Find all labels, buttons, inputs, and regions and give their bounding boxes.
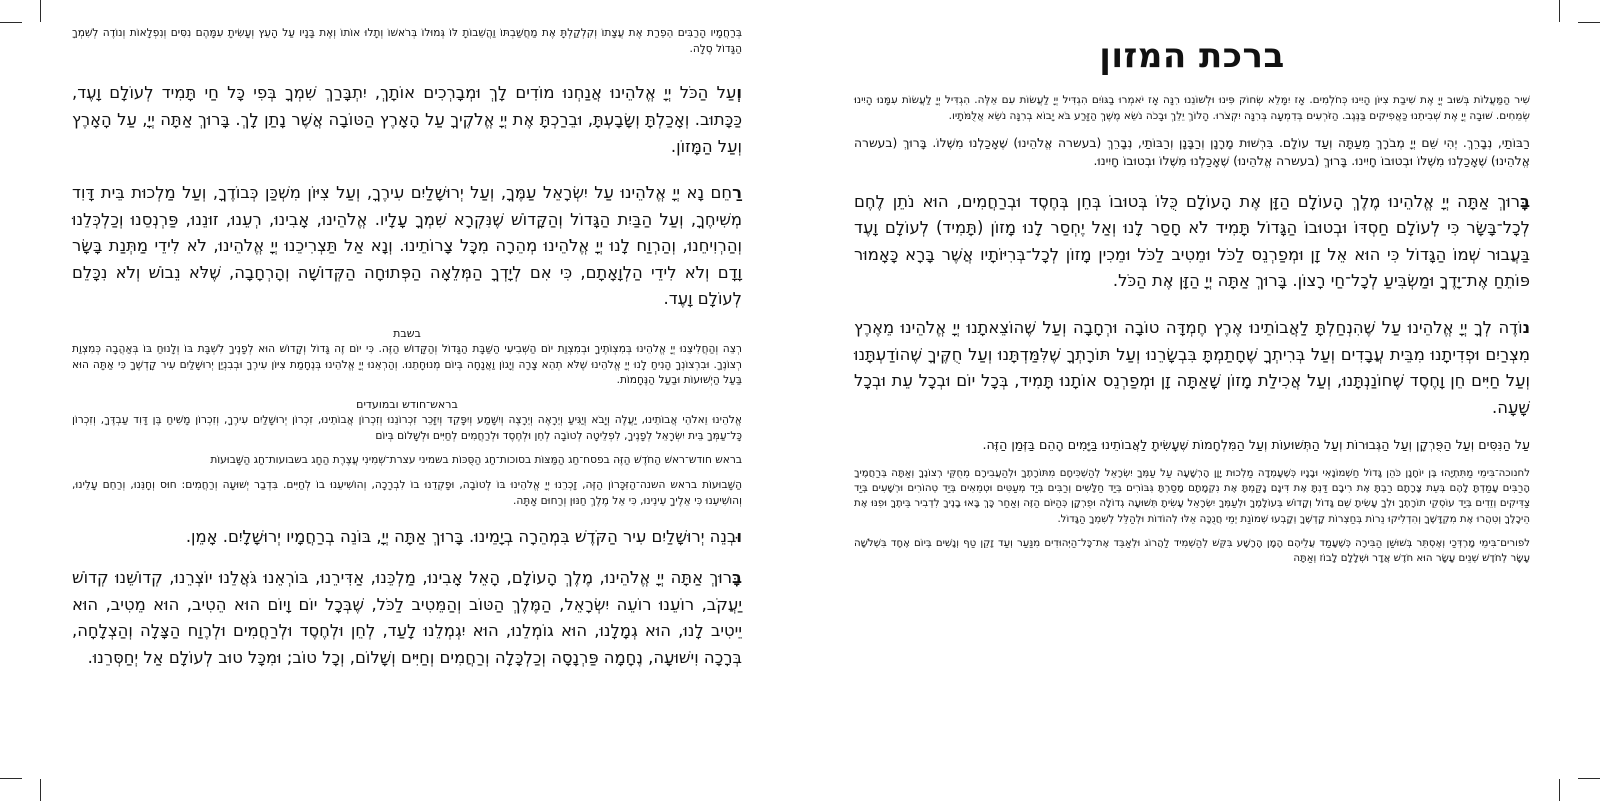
paragraph-al-hanisim: עַל הַנִּסִּים וְעַל הַפֻּרְקָן וְעַל הַגְּבוּרוֹת וְעַל הַתְּשׁוּעוֹת וְעַל הַמִּלְחָמוֹת שֶׁעָשִׂיתָ לַאֲבוֹתֵינוּ בַּיָּמִים הָהֵם בַּזְּמַן הַזֶּה. [982, 437, 1530, 453]
paragraph-veal-hakol: וְעַל הַכֹּל יְיָ אֱלֹהֵינוּ אֲנַחְנוּ מוֹדִים לָךְ וּמְבָרְכִים אוֹתָךְ, יִתְבָּרַךְ שִׁמְךָ בְּפִי כָּל חַי תָּמִיד לְעוֹלָם וָעֶד, כַּכָּתוּב. וְאָכַלְתָּ וְשָׂבָעְתָּ, וּבֵרַכְתָּ אֶת יְיָ אֱלֹקֶיךָ עַל הָאָרֶץ הַטּוֹבָה אֲשֶׁר נָתַן לָךְ. בָּרוּךְ אַתָּה יְיָ, עַל הָאָרֶץ וְעַל הַמָּזוֹן. [72, 83, 742, 156]
paragraph-chanukah: לחנוכה־בִּימֵי מַתִּתְיָהוּ בֶּן יוֹחָנָן כֹּהֵן גָּדוֹל חַשְׁמוֹנָאִי וּבָנָיו כְּשֶׁעָמְדָה מַלְכוּת יָוָן הָרְשָׁעָה עַל עַמְּךָ יִשְׂרָאֵל לְהַשְׁכִּיחָם מִתּוֹרָתֶךָ וּלְהַעֲבִירָם מֵחֻקֵּי רְצוֹנֶךָ וְאַתָּה בְּרַחֲמֶיךָ הָרַבִּים עָמַדְתָּ לָהֶם בְּעֵת צָרָתָם רַבְתָּ אֶת רִיבָם דַּנְתָּ אֶת דִּינָם נָקַמְתָּ אֶת נִקְמָתָם מָסַרְתָּ גִּבּוֹרִים בְּיַד חַלָּשִׁים וְרַבִּים בְּיַד מְעַטִּים וּטְמֵאִים בְּיַד טְהוֹרִים וּרְשָׁעִים בְּיַד צַדִּיקִים וְזֵדִים בְּיַד עוֹסְקֵי תוֹרָתֶךָ וּלְךָ עָשִׂיתָ שֵׁם גָּדוֹל וְקָדוֹשׁ בְּעוֹלָמֶךָ וּלְעַמְּךָ יִשְׂרָאֵל עָשִׂיתָ תְּשׁוּעָה גְדוֹלָה וּפֻרְקָן כְּהַיּוֹם הַזֶּה וְאַחַר כָּךְ בָּאוּ בָנֶיךָ לִדְבִיר בֵּיתֶךָ וּפִנּוּ אֶת הֵיכָלֶךָ וְטִהֲרוּ אֶת מִקְדָּשֶׁךָ וְהִדְלִיקוּ נֵרוֹת בְּחַצְרוֹת קָדְשֶׁךָ וְקָבְעוּ שְׁמוֹנַת יְמֵי חֲנֻכָּה אֵלּוּ לְהוֹדוֹת וּלְהַלֵּל לְשִׁמְךָ הַגָּדוֹל. [854, 467, 1530, 525]
rubric-rosh-chodesh: בראש־חודש ובמועדים [356, 397, 458, 411]
paragraph-uvneh-yerushalayim: וּבְנֵה יְרוּשָׁלַיִם עִיר הַקֹּדֶשׁ בִּמְהֵרָה בְיָמֵינוּ. בָּרוּךְ אַתָּה יְיָ, בּוֹנֵה בְרַחֲמָיו יְרוּשָׁלָיִם. אָמֵן. [185, 527, 742, 547]
paragraph-retzeh: רְצֵה וְהַחֲלִיצֵנוּ יְיָ אֱלֹהֵינוּ בְּמִצְוֹתֶיךָ וּבְמִצְוַת יוֹם הַשְּׁבִיעִי הַשַּׁבָּת הַגָּדוֹל וְהַקָּדוֹשׁ הַזֶּה. כִּי יוֹם זֶה גָּדוֹל וְקָדוֹשׁ הוּא לְפָנֶיךָ לִשְׁבָּת בּוֹ וְלָנוּחַ בּוֹ בְּאַהֲבָה כְּמִצְוַת רְצוֹנֶךָ. וּבִרְצוֹנְךָ הָנִיחַ לָנוּ יְיָ אֱלֹהֵינוּ שֶׁלֹּא תְהֵא צָרָה וְיָגוֹן וַאֲנָחָה בְּיוֹם מְנוּחָתֵנוּ. וְהַרְאֵנוּ יְיָ אֱלֹהֵינוּ בְּנֶחָמַת צִיּוֹן עִירֶךָ וּבְבִנְיַן יְרוּשָׁלַיִם עִיר קָדְשֶׁךָ כִּי אַתָּה הוּא בַּעַל הַיְשׁוּעוֹת וּבַעַל הַנֶּחָמוֹת. [72, 342, 742, 387]
paragraph-birkat-hazan: בָּרוּךְ אַתָּה יְיָ אֱלֹהֵינוּ מֶלֶךְ הָעוֹלָם הַזָּן אֶת הָעוֹלָם כֻּלּוֹ בְּטוּבוֹ בְּחֵן בְּחֶסֶד וּבְרַחֲמִים, הוּא נֹתֵן לֶחֶם לְכָל־בָּשָׂר כִּי לְעוֹלָם חַסְדּוֹ וּבְטוּבוֹ הַגָּדוֹל תָּמִיד לֹא חָסַר לָנוּ וְאַל יֶחְסַר לָנוּ מָזוֹן (תָּמִיד) לְעוֹלָם וָעֶד בַּעֲבוּר שְׁמוֹ הַגָּדוֹל כִּי הוּא אֵל זָן וּמְפַרְנֵס לַכֹּל וּמֵטִיב לַכֹּל וּמֵכִין מָזוֹן לְכָל־בְּרִיּוֹתָיו אֲשֶׁר בָּרָא כָּאָמוּר פּוֹתֵחַ אֶת־יָדֶךָ וּמַשְׂבִּיעַ לְכָל־חַי רָצוֹן. בָּרוּךְ אַתָּה יְיָ הַזָּן אֶת הַכֹּל. [854, 191, 1530, 291]
paragraph-occasions-list: בראש חודש־ראשׁ הַחֹדֶשׁ הַזֶּה בפסח־חַג הַמַּצּוֹת בסוכות־חַג הַסֻּכּוֹת בשמיני עצרת־שְׁמִינִי עֲצֶרֶת הַחָג בשבועות־חַג הַשָּׁבוּעוֹת [210, 454, 742, 467]
paragraph-hatov-vehametiv: בָּרוּךְ אַתָּה יְיָ אֱלֹהֵינוּ, מֶלֶךְ הָעוֹלָם, הָאֵל אָבִינוּ, מַלְכֵּנוּ, אַדִּירֵנוּ, בּוֹרְאֵנוּ גֹּאֲלֵנוּ יוֹצְרֵנוּ, קְדוֹשֵׁנוּ קְדוֹשׁ יַעֲקֹב, רוֹעֵנוּ רוֹעֵה יִשְׂרָאֵל, הַמֶּלֶךְ הַטּוֹב וְהַמֵּטִיב לַכֹּל, שֶׁבְּכָל יוֹם וָיוֹם הוּא הֵטִיב, הוּא מֵטִיב, הוּא יֵיטִיב לָנוּ, הוּא גְמָלָנוּ, הוּא גוֹמְלֵנוּ, הוּא יִגְמְלֵנוּ לָעַד, לְחֵן וּלְחֶסֶד וּלְרַחֲמִים וּלְרֶוַח הַצָּלָה וְהַצְלָחָה, בְּרָכָה וִישׁוּעָה, נֶחָמָה פַּרְנָסָה וְכַלְכָּלָה וְרַחֲמִים וְחַיִּים וְשָׁלוֹם, וְכָל טוֹב; וּמִכָּל טוּב לְעוֹלָם אַל יְחַסְּרֵנוּ. [72, 567, 742, 667]
paragraph-rachem: רַחֵם נָא יְיָ אֱלֹהֵינוּ עַל יִשְׂרָאֵל עַמֶּךָ, וְעַל יְרוּשָׁלַיִם עִירֶךָ, וְעַל צִיּוֹן מִשְׁכַּן כְּבוֹדֶךָ, וְעַל מַלְכוּת בֵּית דָּוִד מְשִׁיחֶךָ, וְעַל הַבַּיִת הַגָּדוֹל וְהַקָּדוֹשׁ שֶׁנִּקְרָא שִׁמְךָ עָלָיו. אֱלֹהֵינוּ, אָבִינוּ, רְעֵנוּ, זוּנֵנוּ, פַּרְנְסֵנוּ וְכַלְכְּלֵנוּ וְהַרְוִיחֵנוּ, וְהַרְוַח לָנוּ יְיָ אֱלֹהֵינוּ מְהֵרָה מִכָּל צָרוֹתֵינוּ. וְנָא אַל תַּצְרִיכֵנוּ יְיָ אֱלֹהֵינוּ, לֹא לִידֵי מַתְּנַת בָּשָׂר וָדָם וְלֹא לִידֵי הַלְוָאָתָם, כִּי אִם לְיָדְךָ הַמְּלֵאָה הַפְּתוּחָה הַקְּדוֹשָׁה וְהָרְחָבָה, שֶׁלֹּא נֵבוֹשׁ וְלֹא נִכָּלֵם לְעוֹלָם וָעֶד. [72, 183, 742, 309]
spacer [72, 66, 742, 80]
page-title: ברכת המזון [1099, 36, 1285, 76]
paragraph-shir-hamaalot: שִׁיר הַמַּעֲלוֹת בְּשׁוּב יְיָ אֶת שִׁיבַת צִיּוֹן הָיִינוּ כְּחֹלְמִים. אָז יִמָּלֵא שְׂחוֹק פִּינוּ וּלְשׁוֹנֵנוּ רִנָּה אָז יֹאמְרוּ בַגּוֹיִם הִגְדִּיל יְיָ לַעֲשׂוֹת עִם אֵלֶּה. הִגְדִּיל יְיָ לַעֲשׂוֹת עִמָּנוּ הָיִינוּ שְׂמֵחִים. שׁוּבָה יְיָ אֶת שְׁבִיתֵנוּ כַּאֲפִיקִים בַּנֶּגֶב. הַזֹּרְעִים בְּדִמְעָה בְּרִנָּה יִקְצֹרוּ. הָלוֹךְ יֵלֵךְ וּבָכֹה נֹשֵׂא מֶשֶׁךְ הַזָּרַע בֹּא יָבוֹא בְרִנָּה נֹשֵׂא אֲלֻמֹּתָיו. [854, 94, 1530, 122]
paragraph-yaaleh-continued: הַשָּׁבוּעוֹת בראש השנה־הַזִּכָּרוֹן הַזֶּה, זָכְרֵנוּ יְיָ אֱלֹהֵינוּ בּוֹ לְטוֹבָה, וּפָקְדֵנוּ בוֹ לִבְרָכָה, וְהוֹשִׁיעֵנוּ בוֹ לְחַיִּים. בִּדְבַר יְשׁוּעָה וְרַחֲמִים: חוּס וְחָנֵּנוּ, וְרַחֵם עָלֵינוּ, וְהוֹשִׁיעֵנוּ כִּי אֵלֶיךָ עֵינֵינוּ, כִּי אֵל מֶלֶךְ חַנּוּן וְרַחוּם אָתָּה. [72, 479, 742, 507]
paragraph-purim-continued: בְּרַחֲמָיו הָרַבִּים הֵפֵרַת אֶת עֲצָתוֹ וְקִלְקַלְתָּ אֶת מַחֲשַׁבְתּוֹ וַהֲשֵׁבוֹתָ לּוֹ גְּמוּלוֹ בְּרֹאשׁוֹ וְתָלוּ אוֹתוֹ וְאֶת בָּנָיו עַל הָעֵץ וְעָשִׂיתָ עִמָּהֶם נִסִּים וְנִפְלָאוֹת וְנוֹדֶה לְשִׁמְךָ הַגָּדוֹל סֶלָה. [72, 27, 742, 55]
paragraph-nodeh-lecha: נוֹדֶה לְךָ יְיָ אֱלֹהֵינוּ עַל שֶׁהִנְחַלְתָּ לַאֲבוֹתֵינוּ אֶרֶץ חֶמְדָּה טוֹבָה וּרְחָבָה וְעַל שֶׁהוֹצֵאתָנוּ יְיָ אֱלֹהֵינוּ מֵאֶרֶץ מִצְרַיִם וּפְדִיתָנוּ מִבֵּית עֲבָדִים וְעַל בְּרִיתְךָ שֶׁחָתַמְתָּ בִּבְשָׂרֵנוּ וְעַל תּוֹרָתְךָ שֶׁלִּמַּדְתָּנוּ וְעַל חֻקֶּיךָ שֶׁהוֹדַעְתָּנוּ וְעַל חַיִּים חֵן וָחֶסֶד שֶׁחוֹנַנְתָּנוּ, וְעַל אֲכִילַת מָזוֹן שָׁאַתָּה זָן וּמְפַרְנֵס אוֹתָנוּ תָּמִיד, בְּכָל יוֹם וּבְכָל עֵת וּבְכָל שָׁעָה. [854, 318, 1530, 417]
paragraph-zimun: רַבּוֹתַי, נְבָרֵךְ. יְהִי שֵׁם יְיָ מְבֹרָךְ מֵעַתָּה וְעַד עוֹלָם. בִּרְשׁוּת מָרָנָן וְרַבָּנָן וְרַבּוֹתַי, נְבָרֵךְ (בעשרה אֱלֹהֵינוּ) שֶׁאָכַלְנוּ מִשֶּׁלוֹ. בָּרוּךְ (בעשרה אֱלֹהֵינוּ) שֶׁאָכַלְנוּ מִשֶּׁלוֹ וּבְטוּבוֹ חָיִינוּ. בָּרוּךְ (בעשרה אֱלֹהֵינוּ) שֶׁאָכַלְנוּ מִשֶּׁלוֹ וּבְטוּבוֹ חָיִינוּ. [854, 135, 1530, 169]
rubric-shabbat: בשבת [393, 326, 421, 340]
paragraph-purim: לפורים־בִּימֵי מָרְדְּכַי וְאֶסְתֵּר בְּשׁוּשַׁן הַבִּירָה כְּשֶׁעָמַד עֲלֵיהֶם הָמָן הָרָשָׁע בִּקֵּשׁ לְהַשְׁמִיד לַהֲרוֹג וּלְאַבֵּד אֶת־כָּל־הַיְּהוּדִים מִנַּעַר וְעַד זָקֵן טַף וְנָשִׁים בְּיוֹם אֶחָד בִּשְׁלֹשָׁה עָשָׂר לְחֹדֶשׁ שְׁנֵים עָשָׂר הוּא חֹדֶשׁ אֲדָר וּשְׁלָלָם לָבוֹז וְאַתָּה [854, 538, 1530, 565]
paragraph-yaaleh-veyavo: אֱלֹהֵינוּ וֵאלֹהֵי אֲבוֹתֵינוּ, יַעֲלֶה וְיָבֹא וְיַגִּיעַ וְיֵרָאֶה וְיֵרָצֶה וְיִשָּׁמַע וְיִפָּקֵד וְיִזָּכֵר זִכְרוֹנֵנוּ וְזִכְרוֹן אֲבוֹתֵינוּ, זִכְרוֹן יְרוּשָׁלַיִם עִירֶךָ, וְזִכְרוֹן מָשִׁיחַ בֶּן דָּוִד עַבְדֶּךָ, וְזִכְרוֹן כָּל־עַמְּךָ בֵּית יִשְׂרָאֵל לְפָנֶיךָ, לִפְלֵיטָה לְטוֹבָה לְחֵן וּלְחֶסֶד וּלְרַחֲמִים לְחַיִּים וּלְשָׁלוֹם בְּיוֹם [72, 413, 742, 442]
page-right [800, 0, 1600, 801]
